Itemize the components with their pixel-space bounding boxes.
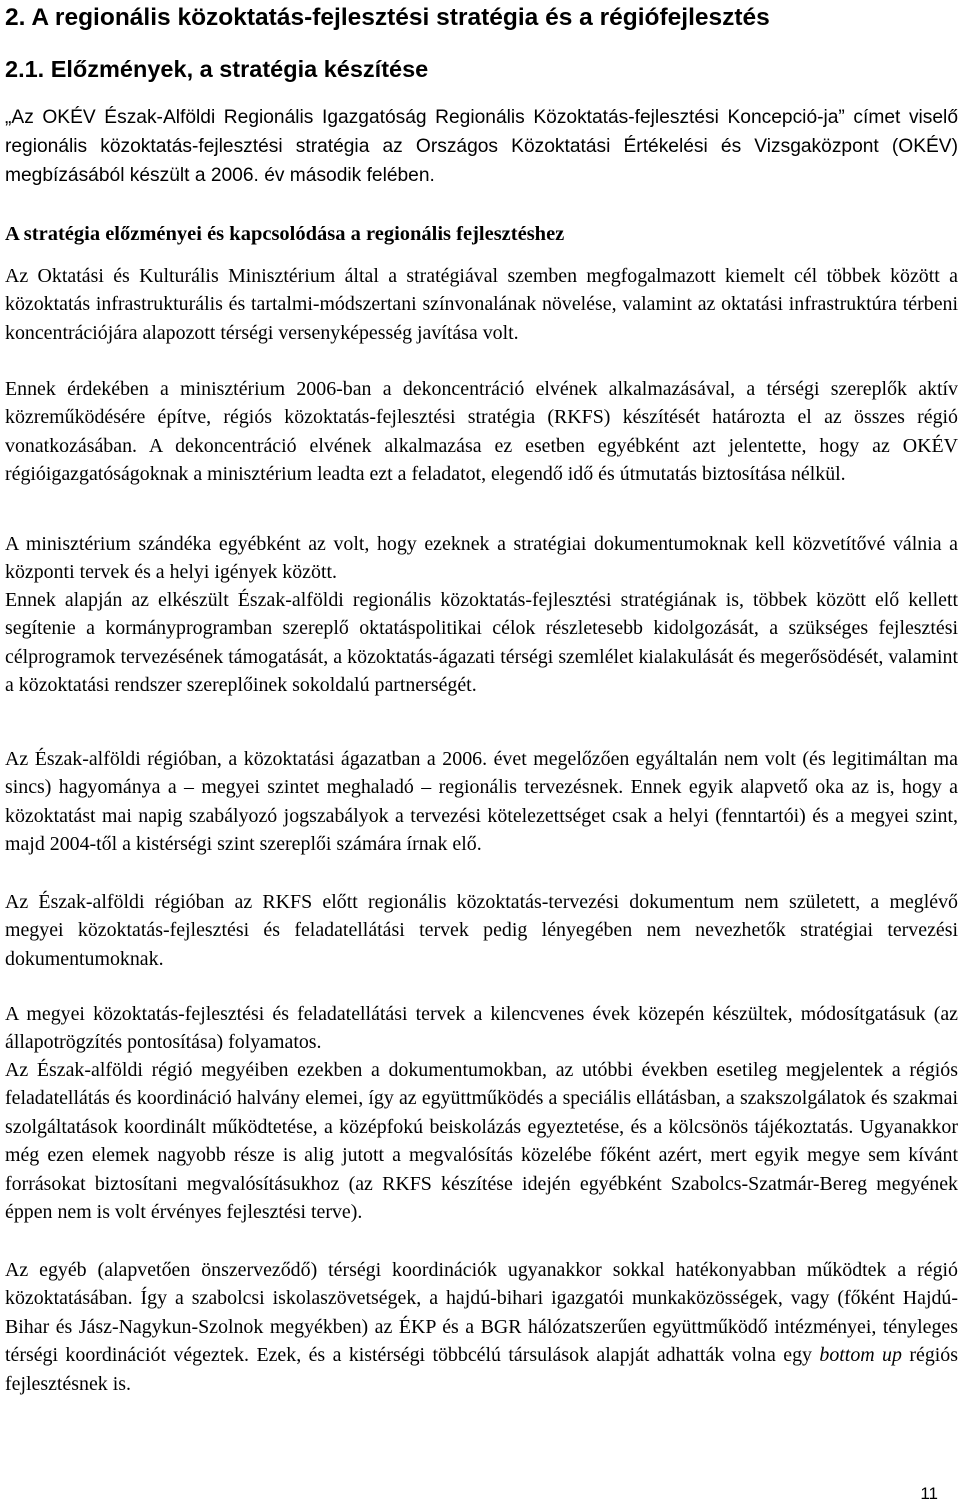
intro-paragraph: „Az OKÉV Észak-Alföldi Regionális Igazgatóság Regionális Közoktatás-fejlesztési Koncepció-ja” címet viselő regionális közoktatás-fejlesztési stratégia az Országos Közoktatási Értékelési és Vizsgaközpont (OKÉV) megbízásából készült a 2006. év második felében. (5, 107, 958, 186)
body-paragraph: Az Észak-alföldi régióban, a közoktatási ágazatban a 2006. évet megelőzően egyáltalán nem volt (és legitimáltan ma sincs) hagyománya a – megyei szintet meghaladó – regionális tervezésnek. Ennek egyik alapvető oka az is, hogy a közoktatást mai napig szabályozó jogszabályok a tervezési kötelezettséget csak a helyi (fenntartói) és a megyei szint, majd 2004-től a kistérségi szint szereplői számára írnak elő. (5, 748, 958, 856)
chapter-heading: 2. A regionális közoktatás-fejlesztési stratégia és a régiófejlesztés (5, 4, 770, 31)
emphasis-text: bottom up (819, 1344, 902, 1367)
subsection-heading: A stratégia előzményei és kapcsolódása a regionális fejlesztéshez (5, 223, 565, 245)
body-paragraph: A minisztérium szándéka egyébként az volt, hogy ezeknek a stratégiai dokumentumoknak kell közvetítővé válnia a központi tervek és a helyi igények között. (5, 533, 958, 584)
page-number: 11 (920, 1484, 938, 1503)
final-paragraph-end: régiós fejlesztésnek is. (5, 1344, 958, 1395)
section-heading: 2.1. Előzmények, a stratégia készítése (5, 56, 429, 82)
body-paragraph: Ennek alapján az elkészült Észak-alföldi regionális közoktatás-fejlesztési stratégiának is, többek között elő kellett segítenie a kormányprogramban szereplő oktatáspolitikai célok részletesebb kidolgozását, a szükséges fejlesztési célprogramok tervezésének támogatását, a közoktatás-ágazati térségi szemlélet kialakulását és megerősödését, valamint a közoktatási rendszer szereplőinek sokoldalú partnerségét. (5, 589, 958, 697)
body-paragraph: A megyei közoktatás-fejlesztési és feladatellátási tervek a kilencvenes évek közepén készültek, módosítgatásuk (az állapotrögzítés pontosítása) folyamatos. (5, 1003, 958, 1054)
body-paragraph-final (5, 1256, 958, 1398)
body-paragraph: Az Oktatási és Kulturális Minisztérium által a stratégiával szemben megfogalmazott kiemelt cél többek között a közoktatás infrastrukturális és tartalmi-módszertani színvonalának növelése, valamint az oktatási infrastruktúra térbeni koncentrációjára alapozott térségi versenyképesség javítása volt. (5, 265, 958, 344)
body-paragraph: Az Észak-alföldi régióban az RKFS előtt regionális közoktatás-tervezési dokumentum nem született, a meglévő megyei közoktatás-fejlesztési és feladatellátási tervek pedig lényegében nem nevezhetők stratégiai tervezési dokumentumoknak. (5, 891, 958, 970)
document-page (5, 0, 960, 1512)
final-paragraph-text: Az egyéb (alapvetően önszerveződő) térségi koordinációk ugyanakkor sokkal hatékonyabban működtek a régió közoktatásában. Így a szabolcsi iskolaszövetségek, a hajdú-bihari igazgatói munkaközösségek, vagy (főként Hajdú-Bihar és Jász-Nagykun-Szolnok megyékben) az ÉKP és a BGR hálózatszerűen együttműködő intézményei, tényleges térségi koordinációt végeztek. Ezek, és a kistérségi többcélú társulások alapját adhatták volna egy (5, 1259, 958, 1367)
body-paragraph: Az Észak-alföldi régió megyéiben ezekben a dokumentumokban, az utóbbi években esetileg megjelentek a régiós feladatellátás és koordináció halvány elemei, így az együttműködés a speciális ellátásban, a szakszolgálatok és szakmai szolgáltatások koordinált működtetése, a középfokú beiskolázás egyeztetése, és a kölcsönös tájékoztatás. Ugyanakkor még ezen elemek nagyobb része is alig jutott a megvalósítás közelébe főként azért, mert egyik megye sem kívánt forrásokat biztosítani megvalósításukhoz (az RKFS készítése idején egyébként Szabolcs-Szatmár-Bereg megyének éppen nem is volt érvényes fejlesztési terve). (5, 1059, 958, 1224)
body-paragraph: Ennek érdekében a minisztérium 2006-ban a dekoncentráció elvének alkalmazásával, a térségi szereplők aktív közreműködésére építve, régiós közoktatás-fejlesztési stratégia (RKFS) készítését határozta el az összes régió vonatkozásában. A dekoncentráció elvének alkalmazása ez esetben egyébként azt jelentette, hogy az OKÉV régióigazgatóságoknak a minisztérium leadta ezt a feladatot, elegendő idő és útmutatás biztosítása nélkül. (5, 378, 958, 486)
